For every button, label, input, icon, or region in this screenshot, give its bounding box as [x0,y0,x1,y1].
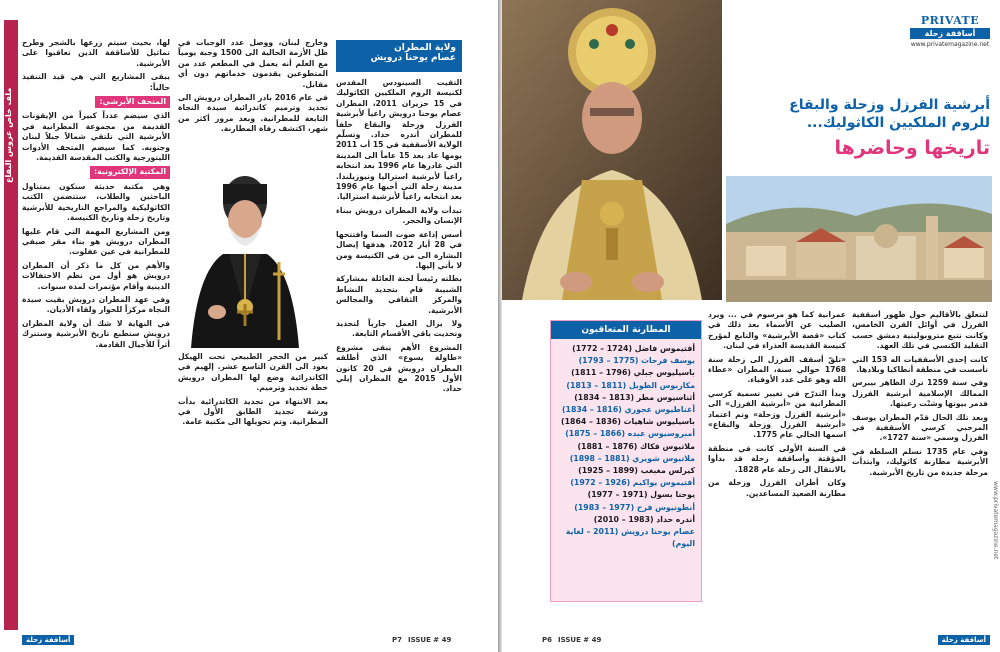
brand-arabic: أساقفة زحلة [910,28,990,39]
list-item: ملاتيوس شويري (1881 – 1898) [569,453,695,463]
right-footer [938,633,990,647]
list-item: ملاتيوس فكاك (1876 – 1881) [577,441,695,451]
side-band-label: ملف خاص عروس البقاع [4,87,13,183]
paragraph: في النهاية لا شك أن ولاية المطران درويش ستطبع تاريخ الأبرشية وستترك أثراً للأجيال القادمة. [22,318,170,349]
headline-line-2: عصام يوحنا درويش [370,53,456,63]
paragraph: بطلته رئيساً لجنة العائلة بمشاركة الشبيبة قام بتجديد النشاط والمركز الثقافي والمجالس الأبرشية. [336,274,462,315]
brand-name: PRIVATE [920,14,980,27]
right-column-a [708,310,846,622]
right-footer-issue [542,633,601,647]
list-item: كيرلس مغبغب (1899 – 1925) [578,466,695,476]
town-photo-illustration [726,176,992,302]
paragraph: كانت إحدى الأسقفيات اله 153 التي تأسست في منطقة أنطاكيا وبلادها. [852,354,988,375]
left-column-b-top [178,38,328,158]
paragraph: وكان أطران الفرزل وزحلة من مطارنة الصعيد المساعدين. [708,478,846,498]
paragraph: أسس إذاعة صوت السما وافتتحها في 28 أيار 2012، هدفها إيصال البشارة الى من في الكنيسة ومن لا يأتي إليها. [336,229,462,270]
paragraph: لها، بحيث سيتم زرعها بالشجر وطرح تماثيل للأساقفة الذين تعاقبوا على الأبرشية. [22,38,170,68]
title-line-3: تاريخها وحاضرها [834,137,990,159]
vertical-url: www.privatemagazine.net [992,480,999,560]
paragraph: وفي عام 1735 تسلم السلطة في الأبرشية مطارنة كاثوليك، وابتدأت مرحلة جديدة من تاريخ الأبرشية. [852,446,988,477]
subhead-museum: المتحف الأبرشي: [95,96,170,108]
paragraph: وفي عهد المطران درويش بقيت سيدة النجاة مركزاً للحوار ولقاء الأديان. [22,294,170,315]
paragraph: التقيت السينودس المقدس لكنيسة الروم الملكيين الكاثوليك في 15 حزيران 2011، المطران عصام يوحنا درويش راعياً لأبرشية الفرزل وزحلة والبقاع خلفاً للمطران أندره حداد. وتسلّم الولاية الأسقفية في 15 أب 2011 يومها عاد بعد 15 عاماً الى المدينة التي غادرها عام 1996 بعد انتخابه راعياً لأبرشية استراليا ونيوزيلندا. مدينة زحلة التي أحبها عام 1996 بعد انتخابه راعياً لأبرشية استراليا. [336,78,462,202]
issue-number: ISSUE # 49 [408,636,452,644]
paragraph: الذي سيضم عدداً كبيراً من الإيقونات القديمة من مجموعة المطرانية في الأبرشية التي تلتقي شمالاً جبلاً لبنان وجنوبه. كما سيضم المتحف الأدوات الليتورجية والكتب المقدسة القديمة. [22,111,170,163]
list-item: أمبروسيوس عبده (1866 – 1875) [565,429,695,439]
list-item: مكاريوس الطويل (1811 – 1813) [566,380,695,390]
paragraph: لتتعلق بالأقاليم حول ظهور أسقفية الفرزل في أوائل القرن الخامس، وكانت تتبع متروبوليتية دمشق حسب التقليد الكنسي في تلك العهد. [852,310,988,351]
bishop-portrait [183,162,307,348]
bishop-photo [502,0,722,300]
page-number: P7 [392,636,403,644]
paragraph: وخارج لبنان، ووصل عدد الوجبات في ظل الأزمة الحالية الى 1500 وجبة يومياً مع العلم أنه يعمل في المطعم عدد من المتطوعين يقدمون خدماتهم دون أي مقابل. [178,38,328,89]
list-item: باسيليوس جبلي (1796 – 1811) [571,368,695,378]
paragraph: في السنة الأولى كانت في منطقة المؤقتة وأساقفة زحلة قد بدأوا بالانتقال الى زحلة عام 1828. [708,443,846,474]
right-column-b [852,310,988,622]
bishop-portrait-illustration [183,162,307,348]
paragraph: والأهم من كل ما ذكر أن المطران درويش هو أول من نظم الاحتفالات الدينية وأقام مؤتمرات لمدة سنوات. [22,260,170,291]
left-page [0,0,498,652]
list-item: أندره حداد (1983 – 2010) [593,514,695,524]
list-item: أثناسيوس مطر (1813 – 1834) [574,392,695,402]
paragraph: يبقى المشاريع التي هي قيد التنفيذ حالياً: [22,72,170,92]
paragraph: وفي سنة 1259 ترك الظاهر بيبرس الممالك الإسلامية أبرشية الفرزل فدمر بيوتها وشتّت رعيتها. [852,378,988,409]
left-footer-issue [392,633,451,647]
paragraph: كبير من الحجر الطبيعي تحت الهيكل يعود الى القرن التاسع عشر. إلهيم في الكاتدرائية وضع لها المطران درويش خطة تجديد وترميم. [178,352,328,393]
left-column-c [22,38,170,622]
left-column-b-bottom [178,352,328,622]
left-column-a [336,78,462,622]
paragraph: المشروع الأهم يبقى مشروع «طاولة يسوع» الذي أطلقه المطران درويش في 20 كانون الأول 2015 مع المطران إيلي حداد. [336,342,462,394]
footer-logo: أساقفة زحلة [938,635,990,645]
article-headline [336,40,462,72]
paragraph: ومن المشاريع المهمة التي قام عليها المطران درويش هو بناء مقر صيفي للمطرانية في عين عفلوت. [22,226,170,257]
successors-heading: المطارنة المتعاقبون [551,321,701,339]
paragraph: ولا يزال العمل جارياً لتجديد وتحديث باقي الأقسام التابعة. [336,318,462,339]
issue-number: ISSUE # 49 [558,636,602,644]
list-item: عصام يوحنا درويش (2011 – لغاية اليوم) [565,527,695,549]
paragraph: «تلقّ أسقف الفرزل الى زحلة سنة 1768 حوالي سنة، المطران «عطاء الله وهو على عدد الأوفياء. [708,354,846,385]
paragraph: وبعد تلك الحال قدّم المطران يوسف المرجبي كرسي الأسقفية في الفرزل وسمي «سنة 1727». [852,412,988,443]
brand-url: www.privatemagazine.net [910,41,990,48]
list-item: باسيليوس شاهيات (1836 – 1864) [561,417,695,427]
list-item: يوحنا بسول (1971 – 1977) [587,490,695,500]
title-line-1: أبرشية الفرزل وزحلة والبقاع [789,97,990,113]
paragraph: وهي مكتبة حديثة ستكون بمتناول الباحثين والطلاب، ستتضمن الكتب الكاثوليكية والمراجع التاريخية للأبرشية وتاريخ زحلة وتاريخ الكنيسة. [22,181,170,223]
successors-list [551,339,701,554]
bishop-photo-illustration [502,0,722,300]
paragraph: عمرانية كما هو مرسوم في ... ويرد الصليب عن الأسماء بعد ذلك في كتاب «قصة الأبرشية» والتابع لمؤرخ كنيسة القديسة العذراء في لبنان. [708,310,846,351]
left-footer [22,633,74,647]
successors-box [550,320,702,602]
list-item: أفتيموس يواكيم (1926 – 1972) [570,478,695,488]
paragraph: تبدأت ولاية المطران درويش ببناء الإنسان والحجر. [336,205,462,226]
list-item: أفتيموس فاضل (1724 – 1772) [572,344,695,353]
page-number: P6 [542,636,553,644]
list-item: يوسف فرحات (1775 – 1793) [578,356,695,366]
list-item: أنطونيوس فرح (1977 – 1983) [574,502,695,512]
paragraph: في عام 2016 بادر المطران درويش الى تجديد وترميم كاتدرائية سيدة النجاة التابعة للمطرانية. وبعد مرور أكثر من شهر، اكتشف رفاة المطارنة. [178,93,328,134]
article-title [726,96,990,160]
town-photo [726,176,992,302]
right-page [502,0,1000,652]
title-line-2: للروم الملكيين الكاثوليك... [806,115,990,131]
magazine-brand [910,14,990,48]
subhead-library: المكتبة الإلكترونية: [90,166,170,178]
paragraph: وبدأ التدرّج في تغيير تسمية كرسي المطرانية من «أبرشية الفرزل» الى «أبرشية الفرزل وزحلة» وتم اعتماد «أبرشية الفرزل وزحلة والبقاع» اسمها الحالي عام 1775. [708,388,846,440]
paragraph: بعد الانتهاء من تجديد الكاتدرائية بدأت ورشة تجديد الطابق الأول في المطرانية. وتم تحويلها الى مكتبة عامة. [178,396,328,427]
footer-logo: أساقفة زحلة [22,635,74,645]
list-item: أغناطيوس عجوري (1816 – 1834) [561,405,695,415]
headline-line-1: ولاية المطران [394,43,456,53]
